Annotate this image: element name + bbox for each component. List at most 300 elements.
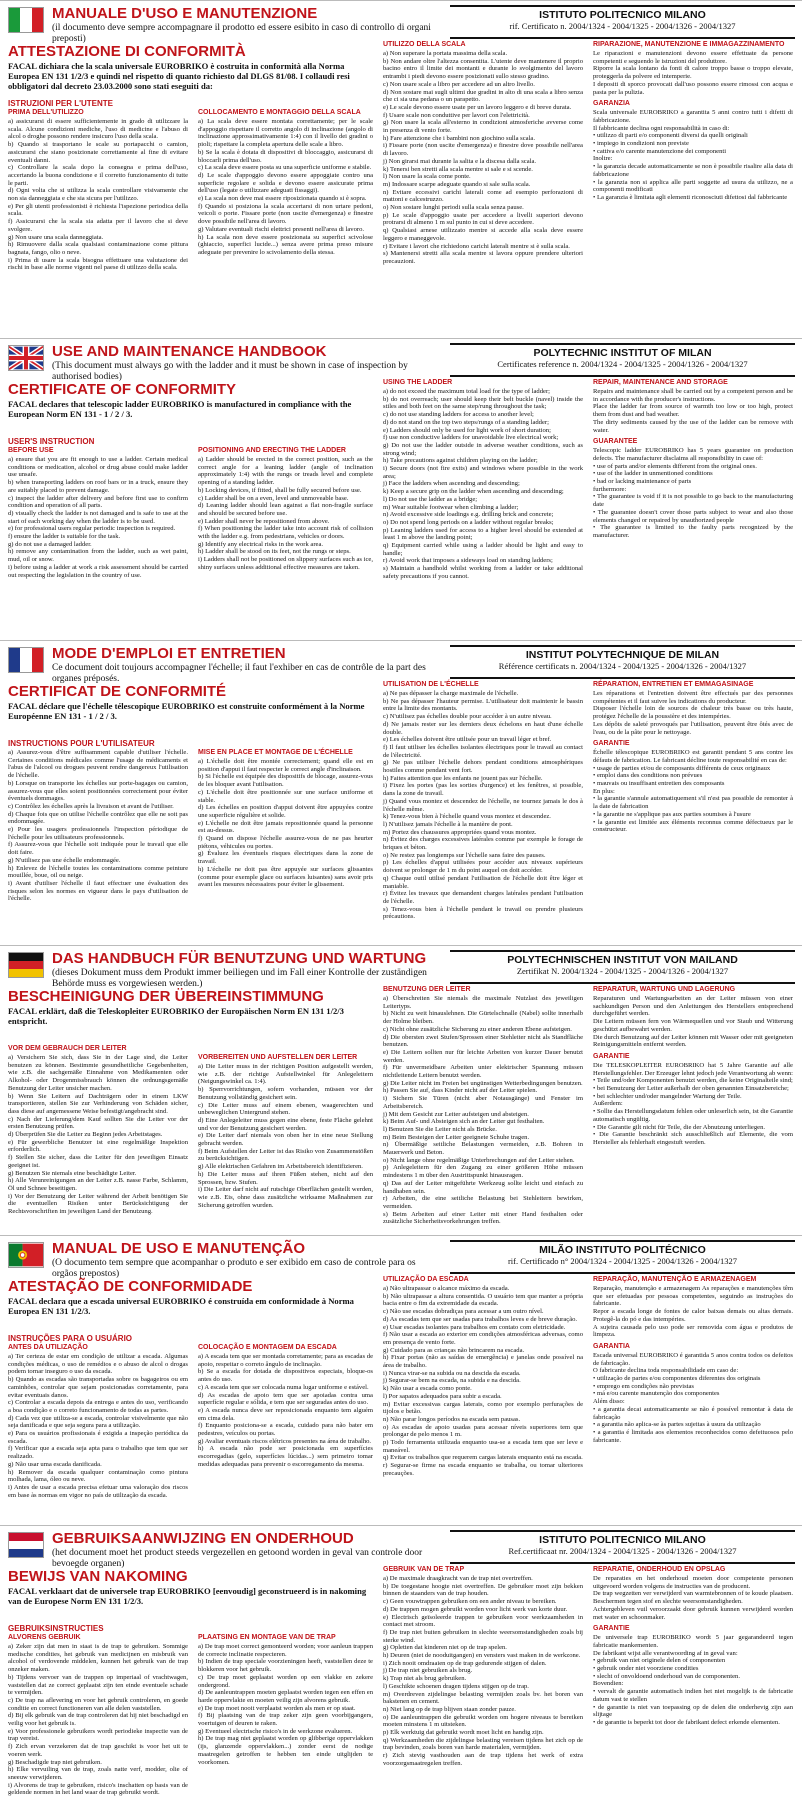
- certificate-text: FACAL déclare que l'échelle télescopique EUROBRIKO est construite conformément à la Norme Européenne EN 131 - 1 / 2 / 3.: [8, 701, 365, 721]
- manual-subtitle: (il documento deve sempre accompagnare il prodotto ed essere esibito in caso di controllo di organi preposti): [52, 23, 431, 44]
- guarantee-heading: GUARANTEE: [593, 438, 638, 446]
- instruction-item: Les réparations et l'entretien doivent être effectués par des personnes compétentes et il faut suivre les indications du producteur.: [593, 690, 793, 705]
- institute-name: INSTITUT POLYTECHNIQUE DE MILAN: [525, 649, 720, 661]
- instruction-item: c) L'échelle doit être positionnée sur une surface uniforme et stable.: [198, 788, 373, 804]
- instruction-item: g) Ne pas utiliser l'échelle dehors pendant conditions atmosphériques hostiles comme pendant vent fort.: [383, 759, 583, 775]
- certificate-text: FACAL erklärt, daß die Teleskopleiter EUROBRIKO der Europäischen Norm EN 131 1/2/3 entspricht.: [8, 1006, 344, 1026]
- instruction-item: • emprego em condições não previstas: [593, 1382, 694, 1390]
- instruction-item: m) Indossare scarpe adeguate quando si sale sulla scala.: [383, 180, 531, 188]
- instruction-item: c) Controllare la scala dopo la consegna e prima dell'uso, accertando la buona condizione e il corretto funzionamento di tutte le parti.: [8, 164, 188, 187]
- certificate-title: CERTIFICAT DE CONFORMITÉ: [8, 683, 227, 700]
- instruction-item: c) Ladder shall be on a even, level and unmoveable base.: [198, 494, 349, 502]
- positioning-heading: POSITIONING AND ERECTING THE LADDER: [198, 447, 346, 454]
- instruction-item: i) Die Leiter darf nicht auf rutschige Oberflächen gestellt werden, wie z.B. Eis, ohne dass zusätzliche wirksame Maßnahmen zur Sicherung getroffen wurden.: [198, 1186, 373, 1209]
- instruction-item: The dirty sediments caused by the use of the ladder can be remove with water.: [593, 418, 793, 434]
- instruction-item: e) for professional users regular periodic inspection is required.: [8, 525, 176, 533]
- instruction-item: l) Do not use the ladder as a bridge;: [383, 495, 478, 503]
- instruction-item: • la garantie s'annule automatiquement s'il n'est pas possible de remonter à la date de fabrication: [593, 795, 793, 811]
- instruction-item: i) Fixez les portes (pas les sorties d'urgence) et les fenêtres, si possible, dans la zone de travail.: [383, 782, 583, 798]
- instruction-item: i) Alvorens de trap te gebruiken, risico's inschatten op basis van de geldende normen in het land waar de trap gebruikt wordt.: [8, 1781, 188, 1797]
- instruction-item: De universele trap EUROBRIKO wordt 5 jaar gegarandeerd tegen fabricatie mankementen.: [593, 1634, 793, 1649]
- positioning-column: [198, 1344, 373, 1469]
- instruction-item: e) Le scale devono essere usate per un lavoro leggero e di breve durata.: [383, 103, 572, 111]
- instruction-item: m) Wear suitable footwear when climbing a ladder;: [383, 503, 519, 511]
- instruction-item: Les dépôts de saleté provoqués par l'utilisation, peuvent être ôtés avec de l'eau, ou de la pâte pour le nettoyage.: [593, 720, 793, 736]
- using-heading: UTILISATION DE L'ÉCHELLE: [383, 681, 479, 688]
- instruction-item: a) A escada tem que ser montada corretamente; para as escadas de apoio, respeitar o correto ângulo de inclinação.: [198, 1353, 373, 1368]
- institute-name: MILÃO INSTITUTO POLITÉCNICO: [539, 1244, 706, 1256]
- instruction-item: f) Il faut utiliser les échelles isolantes électriques pour le travail au contact de l'électricité.: [383, 743, 583, 759]
- instruction-item: g) Identify any electrical risks in the work area.: [198, 540, 324, 548]
- instruction-item: Repairs and maintenance shall be carried out by a competent person and be in accordance with the producer's instructions.: [593, 388, 793, 403]
- before-use-heading: BEFORE USE: [8, 447, 54, 454]
- instruction-item: b) Quando as escadas são transportadas sobre os bagageiros ou em caminhões, controlar que sejam posicionadas corretamente, para evitar eventuais danos.: [8, 1376, 188, 1399]
- manual-title: USE AND MAINTENANCE HANDBOOK: [52, 343, 327, 360]
- instruction-item: r) Évitez les travaux que demandent charges latérales pendant l'utilisation de l'échelle.: [383, 890, 583, 905]
- instruction-item: s) Tenez-vous bien à l'échelle pendant le travail ou prendre plusieurs précautions.: [383, 905, 583, 921]
- instruction-item: m) Beim Besteigen der Leiter geeignete Schuhe tragen.: [383, 1133, 530, 1141]
- positioning-column: [198, 749, 373, 889]
- instruction-item: Échelle télescopique EUROBRIKO est garantit pendant 5 ans contre les défauts de fabrication. Le fabricant décline toute responsabilité en cas de:: [593, 749, 793, 764]
- instruction-item: e) Usar escadas isolantes para trabalhos em contato com eletricidade.: [383, 1323, 566, 1331]
- using-heading: GEBRUIK VAN DE TRAP: [383, 1566, 465, 1573]
- language-section-nl: [0, 1525, 802, 1812]
- instruction-item: c) Nach der Lieferung/dem Kauf sollten Sie die Leiter vor der ersten Benutzung prüfen.: [8, 1115, 188, 1131]
- instruction-item: f) Verificar que a escada seja apta para o trabalho que tem que ser realizado.: [8, 1445, 188, 1461]
- repair-guarantee-column: [593, 681, 793, 834]
- instruction-item: o) Non sostare lunghi periodi sulla scala senza pause.: [383, 204, 524, 212]
- instruction-item: h) La scala non deve essere posizionata su superfici scivolose (ghiaccio, superfici lucide...) senza avere prima preso misure adeguate per prevenire lo scivolamento della stessa.: [198, 233, 373, 256]
- instruction-item: Die Leitern müssen fern von Wärmequellen und vor Staub und Witterung geschützt aufbewahrt werden.: [593, 1018, 793, 1033]
- certificate-title: CERTIFICATE OF CONFORMITY: [8, 381, 237, 398]
- instruction-item: Place the ladder far from source of warmth too low or too high, protect them from dust and bad weather.: [593, 403, 793, 419]
- instruction-item: b) De toegestane hoogte niet overtreffen. De gebruiker moet zijn bekken binnen de staanders van de trap houden.: [383, 1582, 583, 1598]
- instruction-item: h) L'échelle ne doit pas être appuyée sur surfaces glissantes (comme pour exemple glace ou surfaces luisantes) sans avoir pris avant les mesures nécessaires pour éviter le glissement.: [198, 865, 373, 889]
- instruction-item: h) remove any contamination from the ladder, such as wet paint, mud, oil or snow.: [8, 548, 188, 564]
- instruction-item: c) La scala deve essere posta su una superficie uniforme e stabile.: [198, 164, 372, 172]
- instruction-item: Il fabbricante declina ogni responsabilità in caso di:: [593, 124, 730, 132]
- certificate-reference: Ref.certificaat nr. 2004/1324 - 2004/1325 - 2004/1326 - 2004/1327: [508, 1546, 737, 1556]
- section-header: [8, 1240, 448, 1280]
- institute-box: [450, 1530, 795, 1564]
- instruction-item: i) Avant d'utiliser l'échelle il faut effectuer une évaluation des risques selon les normes en vigueur dans le pays d'utilisation de l'échelle.: [8, 879, 188, 903]
- instruction-item: i) Antes de usar a escada precisa efetuar uma valoração dos riscos em base às normas em vigor no país de utilização da escada.: [8, 1483, 188, 1499]
- section-header: [8, 5, 448, 45]
- institute-box: [450, 343, 795, 377]
- instruction-item: d) De trappen mogen gebruikt worden voor licht werk van korte duur.: [383, 1605, 568, 1613]
- repair-heading: REPARATUR, WARTUNG UND LAGERUNG: [593, 986, 736, 993]
- instruction-item: a) do not exceed the maximum total load for the type of ladder;: [383, 388, 550, 395]
- language-section-fr: [0, 640, 802, 946]
- instruction-item: n) Übermäßige seitliche Belastungen vermeiden, z.B. Bohren in Mauerwerk und Beton.: [383, 1141, 583, 1157]
- users-instructions-heading: GEBRUIKSINSTRUCTIES: [8, 1624, 104, 1633]
- instruction-item: i) Sichern Sie Türen (nicht aber Notausgänge) und Fenster im Arbeitsbereich.: [383, 1095, 583, 1110]
- manual-title: DAS HANDBUCH FÜR BENUTZUNG UND WARTUNG: [52, 950, 427, 967]
- instruction-item: Bovendien:: [593, 1680, 624, 1688]
- instruction-item: Die durch Benutzung auf der Leiter können mit Wasser oder mit geeigneten Reinigungsmitteln entfernt werden.: [593, 1033, 793, 1049]
- guarantee-heading: GARANZIA: [593, 100, 630, 108]
- positioning-column: [198, 1054, 373, 1209]
- instruction-item: • slecht of onvoldoend onderhoud van de componenten.: [593, 1672, 740, 1680]
- instruction-item: c) Non usare scale a libro per accedere ad un altro livello.: [383, 80, 535, 88]
- instruction-item: De fabrikant wijst alle verantwoording af in geval van:: [593, 1649, 738, 1657]
- instruction-item: g) Do not use the ladder outside in adverse weather conditions, such as strong wind;: [383, 441, 583, 457]
- instruction-item: f) Bij plaatsing van de trap zeker zijn geen voorbijgangers, voertuigen of deuren te raken.: [198, 1712, 373, 1728]
- instruction-item: a) La scala deve essere montata correttamente; per le scale d'appoggio rispettare il corretto angolo di inclinazione (angolo di inclinazione approssimativamente 1:4) con il livello dei gradini o pioli; rispettare la completa apertura delle scale a libro.: [198, 118, 373, 149]
- instruction-item: d) Überprüfen Sie die Leiter zu Beginn jedes Arbeitstages.: [8, 1131, 163, 1139]
- before-use-column: [8, 1624, 188, 1797]
- instruction-item: • La garanzia è limitata agli elementi riconosciuti difettosi dal fabbricante: [593, 193, 788, 201]
- instruction-item: a) De maximale draagkracht van de trap niet overtreffen.: [383, 1575, 533, 1582]
- instruction-item: e) L'échelle ne doit être jamais repositionnée quand la personne est au-dessus.: [198, 819, 373, 835]
- institute-name: ISTITUTO POLITECNICO MILANO: [539, 1534, 706, 1546]
- instruction-item: Reparaturen und Wartungsarbeiten an der Leiter müssen von einer sachkundigen Person und den Anleitungen des Herstellers entsprechend durchgeführt werden.: [593, 995, 793, 1018]
- institute-name: ISTITUTO POLITECNICO MILANO: [539, 9, 706, 21]
- instruction-item: m) Portez des chaussures appropriées quand vous montez.: [383, 828, 537, 836]
- instruction-item: j) Mit dem Gesicht zur Leiter aufsteigen und absteigen.: [383, 1110, 529, 1118]
- instruction-item: • de garantie is niet van toepassing op de delen die onderhevig zijn aan slijtage: [593, 1703, 793, 1719]
- before-use-column: [8, 99, 188, 272]
- instruction-item: g) Die Leiter nicht im Freien bei ungünstigen Wetterbedingungen benutzen.: [383, 1079, 583, 1087]
- instruction-item: e) Voor professionele gebruikers wordt periodieke inspectie van de trap vereist.: [8, 1727, 188, 1743]
- instruction-item: d) do not stand on the top two steps/rungs of a standing ladder;: [383, 418, 549, 426]
- instruction-item: s) Beim Arbeiten auf einer Leiter mit einer Hand festhalten oder zusätzliche Sicherheitsvorkehrungen treffen.: [383, 1210, 583, 1226]
- instruction-item: d) As escadas de apoio tem que ser apoiadas contra uma superfície regular e sólida, e tem que ser seguradas antes do uso.: [198, 1391, 373, 1407]
- manual-title: MANUAL DE USO E MANUTENÇÃO: [52, 1240, 306, 1257]
- instruction-item: Além disso:: [593, 1398, 625, 1406]
- instruction-item: e) Electrisch geïsoleerde trappen te gebruiken voor werkzaamheden in contact met stroom.: [383, 1613, 583, 1629]
- instruction-item: b) do not overreach; user should keep their belt buckle (navel) inside the stiles and both feet on the same step/rung throughout the task;: [383, 395, 583, 411]
- instruction-item: o) Do not spend long periods on a ladder without regular breaks;: [383, 518, 554, 526]
- instruction-item: f) Assicurarsi che la scala sia adatta per il lavoro che si deve svolgere.: [8, 218, 188, 233]
- instruction-item: g) Non usare la scala all'esterno in condizioni atmosferiche avverse come in presenza di vento forte.: [383, 119, 583, 135]
- instruction-item: • bei Benutzung der Leiter außerhalb der oben genannten Einsatzbereiche;: [593, 1085, 789, 1093]
- certificate-title: ATESTAÇÃO DE CONFORMIDADE: [8, 1278, 253, 1295]
- instruction-item: e) Les échelles doivent être utilisée pour un travail léger et bref.: [383, 736, 552, 744]
- instruction-item: p) Elk werktuig dat gebruikt wordt moet licht en handig zijn.: [383, 1729, 544, 1737]
- instruction-item: • cattiva e/o carente manutenzione dei componenti: [593, 147, 727, 155]
- instruction-item: c) do not use standing ladders for access to another level;: [383, 411, 534, 419]
- instruction-item: h) Alle Verunreinigungen an der Leiter z.B. nasse Farbe, Schlamm, Öl und Schnee beseitigen.: [8, 1177, 188, 1192]
- instruction-item: a) Zeker zijn dat men in staat is de trap te gebruiken. Sommige medische condities, het gebruik van medicijnen en misbruik van alcohol of verdovende middelen, kunnen het gebruik van de trap onzeker maken.: [8, 1643, 188, 1674]
- instruction-item: Inoltre:: [593, 155, 613, 163]
- country-flag-icon: [8, 345, 44, 371]
- section-header: [8, 343, 448, 383]
- instruction-item: • Teile und/oder Komponenten benutzt werden, die keine Originalteile sind;: [593, 1077, 793, 1085]
- repair-guarantee-column: [593, 986, 793, 1147]
- instruction-item: b) Ne pas dépasser l'hauteur permise. L'utilisateur doit maintenir le bassin entre la limite des montants.: [383, 697, 583, 713]
- instruction-item: c) Não use escadas dobradiças para acessar a um outro nível.: [383, 1308, 544, 1316]
- instruction-item: o) As escadas de apoio usadas para acessar níveis superiores tem que prolongar de pelo menos 1 m.: [383, 1423, 583, 1439]
- instruction-item: p) Todo ferramenta utilizada enquanto usa-se a escada tem que ser leve e maneável.: [383, 1439, 583, 1454]
- certificate-text: FACAL declara que a escada universal EUROBRIKO é construída em conformidade à Norma Europea EN 131 1/2/3.: [8, 1296, 354, 1316]
- instruction-item: • use of the ladder in unmentioned conditions: [593, 470, 713, 478]
- instruction-item: • impiego in condizioni non previste: [593, 140, 689, 148]
- instruction-item: f) Zich ervan verzekeren dat de trap geschikt is voor het uit te voeren werk.: [8, 1743, 188, 1758]
- instruction-item: s) Mantenersi stretti alla scala mentre si lavora oppure prendere ulteriori precauzioni.: [383, 250, 583, 265]
- instruction-item: • use of parts and/or elements different from the original ones.: [593, 462, 757, 470]
- section-header: [8, 1530, 448, 1570]
- certificate-text: FACAL dichiara che la scala universale EUROBRIKO è costruita in conformità alla Norma Europea EN 131 1/2/3 e quindi nel rispetto di quanto richiesto dal DLGS 81/08. I collaudi resi obbligatori dal decreto 23.03.2000 sono stati eseguiti da:: [8, 61, 350, 91]
- instruction-item: e) Per gli utenti professionisti è richiesta l'ispezione periodica della scala.: [8, 202, 188, 218]
- using-heading: USING THE LADDER: [383, 379, 453, 386]
- instruction-item: De trap wegzetten ver verwijderd van warmtebronnen of te koude plaatsen. Beschermen tegen stof en slechte weersomstandigheden.: [593, 1590, 793, 1606]
- institute-name: POLYTECHNIC INSTITUT OF MILAN: [533, 347, 712, 359]
- instruction-item: i) before using a ladder at work a risk assessment should be carried out respecting the legislation in the country of use.: [8, 563, 188, 579]
- instruction-item: g) Eventueel electrische risico's in de werkzone evalueren.: [198, 1727, 353, 1735]
- instruction-item: e) Ladder shall never be repositioned from above.: [198, 517, 330, 525]
- instruction-item: h) De trap mag niet geplaatst worden op glibberige oppervlakken (ijs, glanzende oppervlakken...) zonder eerst de nodige maatregelen getroffen te hebben ten einde uitglijden te voorkomen.: [198, 1735, 373, 1766]
- institute-box: [450, 1240, 795, 1274]
- instruction-item: a) assicurarsi di essere sufficientemente in grado di utilizzare la scala. Alcune condizioni mediche, l'uso di medicine e l'abuso di alcol o droghe possono rendere insicuro l'uso della scala.: [8, 118, 188, 141]
- instruction-item: • má e/ou carente manutenção dos componentes: [593, 1390, 720, 1398]
- instruction-item: d) Eine Anlegeleiter muss gegen eine ebene, feste Fläche gelehnt und vor der Benutzung gesichert werden.: [198, 1116, 373, 1132]
- instruction-item: q) Chaque outil utilisé pendant l'utilisation de l'échelle doit être léger et maniable.: [383, 874, 583, 890]
- instruction-item: • utilizzo di parti e/o componenti diversi da quelli originali: [593, 132, 748, 140]
- instruction-item: c) Contrôlez les échelles après la livraison et avant de l'utiliser.: [8, 802, 174, 810]
- instruction-item: j) Face the ladders when ascending and descending;: [383, 480, 520, 488]
- instruction-item: g) Valutare eventuali rischi elettrici presenti nell'area di lavoro.: [198, 225, 365, 233]
- instruction-item: h) Fare attenzione che i bambini non giochino sulla scala.: [383, 134, 535, 142]
- instruction-item: f) Quand on dispose l'échelle assurez-vous de ne pas heurter piétons, véhicules ou portes.: [198, 835, 373, 850]
- instruction-item: a) L'échelle doit être montée correctement; quand elle est en position d'appui il faut respecter le correct angle d'inclinaison.: [198, 758, 373, 773]
- manual-subtitle: (het document moet het product steeds vergezellen en getoond worden in geval van controle door bevoegde organen): [52, 1548, 423, 1569]
- instruction-item: h) Fixar portas (não as saídas de emergência) e janelas onde possível na área de trabalho.: [383, 1354, 583, 1370]
- instruction-item: n) Évitez des charges excessives latérales comme par exemple le forage de briques et béton.: [383, 836, 583, 852]
- instruction-item: g) Beschadigde trap niet gebruiken.: [8, 1758, 102, 1766]
- instruction-item: • usage de parties et/ou de composants différents de ceux originaux: [593, 764, 771, 772]
- instruction-item: l) Non usare la scala come ponte.: [383, 173, 471, 181]
- instruction-item: r) Avoid work that imposes a sideways load on standing ladders;: [383, 557, 553, 565]
- instruction-item: f) De trap niet buiten gebruiken in slechte weersomstandigheden zoals bij sterke wind.: [383, 1628, 583, 1644]
- instruction-item: b) Se a escada for dotada de dispositivos especiais, bloque-os antes do uso.: [198, 1368, 373, 1384]
- instruction-item: n) Não parar longos períodos na escada sem pausas.: [383, 1415, 521, 1423]
- users-instructions-heading: INSTRUCTIONS POUR L'UTILISATEUR: [8, 739, 155, 748]
- instruction-item: b) Si l'échelle est équipée des dispositifs de blocage, assurez-vous de les bloquer avant l'utilisation.: [198, 773, 373, 789]
- instruction-item: o) Ne restez pas longtemps sur l'échelle sans faire des pauses.: [383, 851, 546, 859]
- institute-box: [450, 5, 795, 39]
- instruction-item: g) Não usar uma escada danificada.: [8, 1460, 102, 1468]
- instruction-item: f) Stellen Sie sicher, dass die Leiter für den jeweiligen Einsatz geeignet ist.: [8, 1154, 188, 1169]
- instruction-item: c) De trap moet geplaatst worden op een vlakke en zekere ondergrond.: [198, 1673, 373, 1689]
- instruction-item: c) De trap na aflevering en voor het gebruik controleren, en goede conditie en correct functioneren van alle delen vaststellen.: [8, 1696, 188, 1712]
- language-section-pt: [0, 1235, 802, 1526]
- instruction-item: f) ensure the ladder is suitable for the task.: [8, 533, 121, 541]
- instruction-item: a) Non superare la portata massima della scala.: [383, 50, 508, 57]
- instruction-item: Achtergebleven vuil veroorzaakt door gebruik kunnen verwijderd worden met water en schoonmaker.: [593, 1605, 793, 1621]
- users-instructions-heading: ISTRUZIONI PER L'UTENTE: [8, 99, 114, 108]
- repair-guarantee-column: [593, 41, 793, 202]
- instruction-item: a) Não ultrapassar o alcance máximo da escada.: [383, 1285, 510, 1292]
- instruction-item: f) Beim Aufstellen der Leiter ist das Risiko von Zusammenstößen zu berücksichtigen.: [198, 1147, 373, 1163]
- section-header: [8, 645, 448, 685]
- instruction-item: h) Take precautions against children playing on the ladder;: [383, 457, 538, 465]
- country-flag-icon: [8, 1532, 44, 1558]
- before-use-column: [8, 437, 188, 579]
- instruction-item: h) Enlevez de l'échelle toutes les contaminations comme peinture mouillée, boue, oil ou neige.: [8, 864, 188, 880]
- instruction-item: d) Le scale d'appoggio devono essere appoggiate contro una superficie regolare e solida e devono essere assicurate prima dell'uso (legate o utilizzare adeguati fissaggi).: [198, 171, 373, 195]
- instruction-item: • la garantie est limitée aux éléments reconnus comme défectueux par le constructeur.: [593, 818, 793, 834]
- before-use-heading: ALVORENS GEBRUIK: [8, 1634, 81, 1641]
- country-flag-icon: [8, 1242, 44, 1268]
- country-flag-icon: [8, 952, 44, 978]
- certificate-title: ATTESTAZIONE DI CONFORMITÀ: [8, 43, 246, 60]
- instruction-item: c) Nicht ohne zusätzliche Sicherung zu einer anderen Ebene aufsteigen.: [383, 1025, 572, 1033]
- instruction-item: • Die Garantie beschränkt sich ausschließlich auf Elemente, die vom Hersteller als fehlerhaft eingestuft werden.: [593, 1131, 793, 1146]
- instruction-item: h) Passen Sie auf, dass Kinder nicht auf der Leiter spielen.: [383, 1087, 538, 1095]
- instruction-item: O fabricante declina toda responsabilidade em caso de:: [593, 1367, 739, 1375]
- instruction-item: • gebruik van niet originele delen of componenten: [593, 1657, 726, 1665]
- instruction-item: k) Beim Auf- und Absteigen sich an der Leiter gut festhalten.: [383, 1118, 545, 1126]
- instruction-item: g) Alle elektrischen Gefahren im Arbeitsbereich identifizieren.: [198, 1163, 363, 1171]
- using-column: [383, 986, 583, 1226]
- instruction-item: d) Ogni volta che si utilizza la scala controllare visivamente che non sia danneggiata e che sia sicura per l'utilizzo.: [8, 187, 188, 203]
- instruction-item: b) when transporting ladders on roof bars or in a truck, ensure they are suitably placed to prevent damage.: [8, 479, 188, 494]
- instruction-item: k) Tenersi ben stretti alla scala mentre si sale e si scende.: [383, 165, 533, 173]
- instruction-item: • de garantie is beperkt tot door de fabrikant defect erkende elementen.: [593, 1718, 780, 1726]
- instruction-item: a) Assurez-vous d'être suffisamment capable d'utiliser l'échelle. Certaines conditions médicales comme l'usage de médicaments et l'abus de l'alcool ou drogues peuvent rendre dangereux l'utilisation de l'échelle.: [8, 749, 188, 780]
- instruction-item: o) Nicht lange ohne regelmäßige Unterbrechungen auf der Leiter stehen.: [383, 1156, 575, 1164]
- manual-title: MODE D'EMPLOI ET ENTRETIEN: [52, 645, 286, 662]
- instruction-item: a) Versichern Sie sich, dass Sie in der Lage sind, die Leiter benutzen zu können. Bestimmte gesundheitliche Gegebenheiten, wie z.B. die sachgemäße Einnahme von Medikamenten oder Alkohol- oder Drogenmissbrauch können die ordnungsgemäße Benutzung der Leiter unsicher machen.: [8, 1054, 188, 1092]
- instruction-item: e) Ladders should only be used for light work of short duration;: [383, 426, 551, 434]
- before-use-heading: VOR DEM GEBRAUCH DER LEITER: [8, 1045, 127, 1052]
- instruction-item: e) De trap moet nooit verplaatst worden als men er op staat.: [198, 1704, 356, 1712]
- instruction-item: a) Ne pas dépasser la charge maximale de l'échelle.: [383, 690, 519, 697]
- instruction-item: c) Geen vouwtrappen gebruiken om een ander niveau te bereiken.: [383, 1598, 557, 1606]
- language-section-it: [0, 0, 802, 339]
- instruction-item: b) Nicht zu weit hinauslehnen. Die Gürtelschnalle (Nabel) sollte innerhalb der Holme bleiben.: [383, 1010, 583, 1026]
- instruction-item: o) De aanleuntrappen die gebruikt worden om hogere niveaus te bereiken moeten minstens 1 m uitsteken.: [383, 1713, 583, 1729]
- instruction-item: d) Die obersten zwei Stufen/Sprossen einer Stehleiter nicht als Standfläche benutzen.: [383, 1033, 583, 1049]
- instruction-item: h) Die Leiter muss auf ihren Füßen stehen, nicht auf den Sprossen, bzw. Stufen.: [198, 1170, 373, 1186]
- instruction-item: l) Benutzen Sie die Leiter nicht als Brücke.: [383, 1125, 497, 1133]
- instruction-item: • bei schlechter und/oder mangelnder Wartung der Teile.: [593, 1092, 742, 1100]
- instruction-item: e) Die Leitern sollten nur für leichte Arbeiten von kurzer Dauer benutzt werden.: [383, 1048, 583, 1064]
- positioning-heading: COLLOCAMENTO E MONTAGGIO DELLA SCALA: [198, 109, 361, 116]
- repair-heading: RIPARAZIONE, MANUTENZIONE E IMMAGAZZINAMENTO: [593, 41, 785, 48]
- using-heading: UTILIZZO DELLA SCALA: [383, 41, 466, 48]
- instruction-item: d) Les échelles en position d'appui doivent être appuyées contre une superficie régulière et solide.: [198, 804, 373, 819]
- manual-title: GEBRUIKSAANWIJZING EN ONDERHOUD: [52, 1530, 354, 1547]
- country-flag-icon: [8, 7, 44, 33]
- instruction-item: a) Die Leiter muss in der richtigen Position aufgestellt werden, wie z.B. der richtige Aufstellwinkel für Anlegeleitern (Neigungswinkel ca. 1:4).: [198, 1063, 373, 1086]
- instruction-item: • Sollte das Herstellungsdatum fehlen oder unleserlich sein, ist die Garantie automatisch ungültig.: [593, 1108, 793, 1123]
- instruction-item: • The guarantee doesn't cover those parts subject to wear and also those elements changed or repaired by unauthorized people: [593, 508, 793, 524]
- guarantee-heading: GARANTIE: [593, 1052, 630, 1060]
- instruction-item: En plus:: [593, 787, 615, 795]
- instruction-item: b) Non andare oltre l'altezza consentita. L'utente deve mantenere il proprio bacino entro il limite dei montanti e durante lo svolgimento del lavoro entrambi i piedi devono essere posizionati sullo stesso gradino.: [383, 57, 583, 81]
- certificate-reference: rif. Certificato n. 2004/1324 - 2004/1325 - 2004/1326 - 2004/1327: [509, 21, 736, 31]
- instruction-item: l) Por sapatos adequados para subir a escada.: [383, 1392, 502, 1400]
- instruction-item: c) N'utilisez pas échelles double pour accéder à un autre niveau.: [383, 713, 552, 721]
- users-instructions-heading: USER'S INSTRUCTION: [8, 437, 95, 446]
- before-use-column: [8, 739, 188, 903]
- guarantee-heading: GARANTIA: [593, 1342, 630, 1350]
- instruction-item: • gebruik onder niet voorziene condities: [593, 1665, 699, 1673]
- instruction-item: q) Qualsiasi arnese utilizzato mentre si accede alla scala deve essere leggero e maneggevole.: [383, 227, 583, 242]
- instruction-item: r) Arbeiten, die eine seitliche Belastung bei Stehleitern bewirken, vermeiden.: [383, 1195, 583, 1210]
- instruction-item: f) Für unvermeidbare Arbeiten unter elektrischer Spannung müssen nichtleitende Leitern benutzt werden.: [383, 1064, 583, 1080]
- instruction-item: h) Remover da escada qualquer contaminação como pintura molhada, lama, óleo ou neve.: [8, 1468, 188, 1484]
- using-column: [383, 681, 583, 921]
- instruction-item: b) Sperrvorrichtungen, sofern vorhanden, müssen vor der Benutzung vollständig gesichert sein.: [198, 1086, 373, 1101]
- before-use-heading: PRIMA DELL'UTILIZZO: [8, 109, 84, 116]
- certificate-reference: Certificates reference n. 2004/1324 - 2004/1325 - 2004/1326 - 2004/1327: [497, 359, 748, 369]
- instruction-item: Escada universal EUROBRIKO é garantida 5 anos contra todos os defeitos de fabricação.: [593, 1351, 793, 1367]
- manual-title: MANUALE D'USO E MANUTENZIONE: [52, 5, 318, 22]
- certificate-title: BEWIJS VAN NAKOMING: [8, 1568, 188, 1585]
- instruction-item: • a garantia é limitada aos elementos reconhecidos como defeituosos pelo fabricante.: [593, 1428, 793, 1444]
- instruction-item: • la garanzia non si applica alle parti soggette ad usura da utilizzo, ne a componenti modificati: [593, 178, 793, 194]
- repair-guarantee-column: [593, 379, 793, 540]
- instruction-item: a) ensure that you are fit enough to use a ladder. Certain medical conditions or medication, alcohol or drug abuse could make ladder use unsafe.: [8, 456, 188, 479]
- manual-subtitle: (dieses Dokument muss dem Produkt immer beiliegen und im Fall einer Kontrolle der zuständigen Behörde muss es vorgewiesen werden.): [52, 968, 427, 989]
- instruction-item: g) Non usare una scala danneggiata.: [8, 233, 104, 241]
- manual-subtitle: (O documento tem sempre que acompanhar o produto e ser exibido em caso de controle para os orgãos prepostos): [52, 1258, 416, 1279]
- instruction-item: r) Segurar-se firme na escada enquanto se trabalha, ou tomar ulteriores precauções.: [383, 1462, 583, 1477]
- instruction-item: c) A escada tem que ser colocada numa lugar uniforme e estável.: [198, 1383, 369, 1391]
- instruction-item: h) Elke vervuiling van de trap, zoals natte verf, modder, olie of sneeuw verwijderen.: [8, 1766, 188, 1781]
- instruction-item: b) Indien de trap speciale voorzieningen heeft, vaststellen deze te blokkeren voor het gebruik.: [198, 1658, 373, 1674]
- instruction-item: b) Quando si trasportano le scale su portapacchi o camion, assicurarsi che siano posizionate correttamente al fine di evitare eventuali danni.: [8, 141, 188, 164]
- instruction-item: n) Avoid excessive side loadings e.g. drilling brick and concrete;: [383, 511, 554, 519]
- instruction-item: k) Trap niet als brug gebruiken.: [383, 1675, 467, 1683]
- instruction-item: r) Evitare i lavori che richiedono carichi laterali mentre si è sulla scala.: [383, 242, 570, 250]
- instruction-item: d) As escadas tem que ser usadas para trabalhos leves e de breve duração.: [383, 1315, 578, 1323]
- instruction-item: i) Nunca virar-se na subida ou na descida da escada.: [383, 1369, 521, 1377]
- positioning-heading: MISE EN PLACE ET MONTAGE DE L'ÉCHELLE: [198, 749, 353, 756]
- instruction-item: h) Deuren (niet de nooduitgangen) en vensters vast maken in de werkzone.: [383, 1652, 581, 1660]
- instruction-item: b) Tijdens vervoer van de trappen op imperiaal of vrachtwagen, vaststellen dat ze correct geplaatst zijn ten einde eventuele schade te vermijden.: [8, 1673, 188, 1697]
- instruction-item: h) Ladder shall be stood on its feet, not the rungs or steps.: [198, 548, 351, 556]
- instruction-item: n) Niet lang op de trap blijven staan zonder pauze.: [383, 1705, 516, 1713]
- instruction-item: r) Zich stevig vasthouden aan de trap tijdens het werk of extra voorzorgsmaatregelen treffen.: [383, 1752, 583, 1767]
- instruction-item: b) Wenn Sie Leitern auf Dachträgern oder in einem LKW transportieren, stellen Sie zur Verhinderung von Schäden sicher, dass diese auf angemessene Weise befestigt/angebracht sind.: [8, 1092, 188, 1115]
- before-use-column: [8, 1044, 188, 1216]
- instruction-item: c) Controlar a escada depois da entrega e antes do uso, verificando a boa condição e o correto funcionamento de todas as partes.: [8, 1399, 188, 1414]
- instruction-item: f) Usare scale non conduttive per lavori con l'elettricità.: [383, 111, 530, 119]
- instruction-item: a) Ter certeza de estar em condição de utilizar a escada. Algumas condições médicas, o uso de remédios e o abuso de alcol o drogas podem tornar inseguro o uso da escada.: [8, 1353, 188, 1376]
- instruction-item: j) Non girarsi mai durante la salita e la discesa dalla scala.: [383, 157, 537, 165]
- users-instructions-heading: INSTRUÇÕES PARA O USUÁRIO: [8, 1334, 133, 1343]
- instruction-item: • a garantia decai automaticamente se não é possível remontar à data de fabricação: [593, 1405, 793, 1421]
- using-heading: UTILIZAÇÃO DA ESCADA: [383, 1276, 469, 1283]
- instruction-item: g) Cuidado para as crianças não brincarem na escada.: [383, 1346, 525, 1354]
- instruction-item: p) Leaning ladders used for access to a higher level should be extended at least 1 m above the landing point;: [383, 526, 583, 542]
- instruction-item: a) Ladder should be erected in the correct position, such as the correct angle for a leaning ladder (angle of inclination approximately 1:4) with the rungs or treads level and complete opening of a standing ladder.: [198, 456, 373, 487]
- before-use-column: [8, 1334, 188, 1499]
- instruction-item: a) Überschreiten Sie niemals die maximale Nutzlast des jeweiligen Leitertyps.: [383, 995, 583, 1010]
- guarantee-heading: GARANTIE: [593, 740, 630, 748]
- certificate-title: BESCHEINIGUNG DER ÜBEREINSTIMMUNG: [8, 988, 324, 1005]
- certificate-reference: Référence certificats n. 2004/1324 - 2004/1325 - 2004/1326 - 2004/1327: [498, 661, 747, 671]
- instruction-item: f) use non conductive ladders for unavoidable live electrical work;: [383, 434, 559, 442]
- instruction-item: m) Evitar excessivas cargas laterais, como por exemplo perfurações de tijolos e betão.: [383, 1400, 583, 1416]
- instruction-item: h) A escada não pode ser posicionada em superfícies escorregadias (gelo, superfícies lúcidas...) sem primeiro tomar medidas adequadas para prevenir o escorregamento da mesma.: [198, 1445, 373, 1468]
- instruction-item: i) Fissare porte (non uscite d'emergenza) e finestre dove possibile nell'area di lavoro.: [383, 142, 583, 158]
- before-use-heading: ANTES DA UTILIZAÇÃO: [8, 1344, 88, 1351]
- repair-heading: REPARAÇÃO, MANUTENÇÃO E ARMAZENAGEM: [593, 1276, 757, 1283]
- positioning-heading: PLAATSING EN MONTAGE VAN DE TRAP: [198, 1634, 336, 1641]
- instruction-item: k) Tenez-vous bien à l'échelle quand vous montez et descendez.: [383, 813, 551, 821]
- instruction-item: Scala universale EUROBRIKO a garantita 5 anni contro tutti i difetti di fabbricazione.: [593, 109, 793, 124]
- instruction-item: d) Chaque fois que on utilise l'échelle contrôlez que elle ne soit pas endommagée.: [8, 810, 188, 826]
- instruction-item: k) Keep a secure grip on the ladder when ascending and descending;: [383, 488, 564, 496]
- instruction-item: • The guarantee is limited to the faulty parts recognized by the manufacturer.: [593, 524, 793, 539]
- using-column: [383, 379, 583, 581]
- instruction-item: q) Das auf der Leiter mitgeführte Werkzeug sollte leicht und einfach zu handhaben sein.: [383, 1179, 583, 1195]
